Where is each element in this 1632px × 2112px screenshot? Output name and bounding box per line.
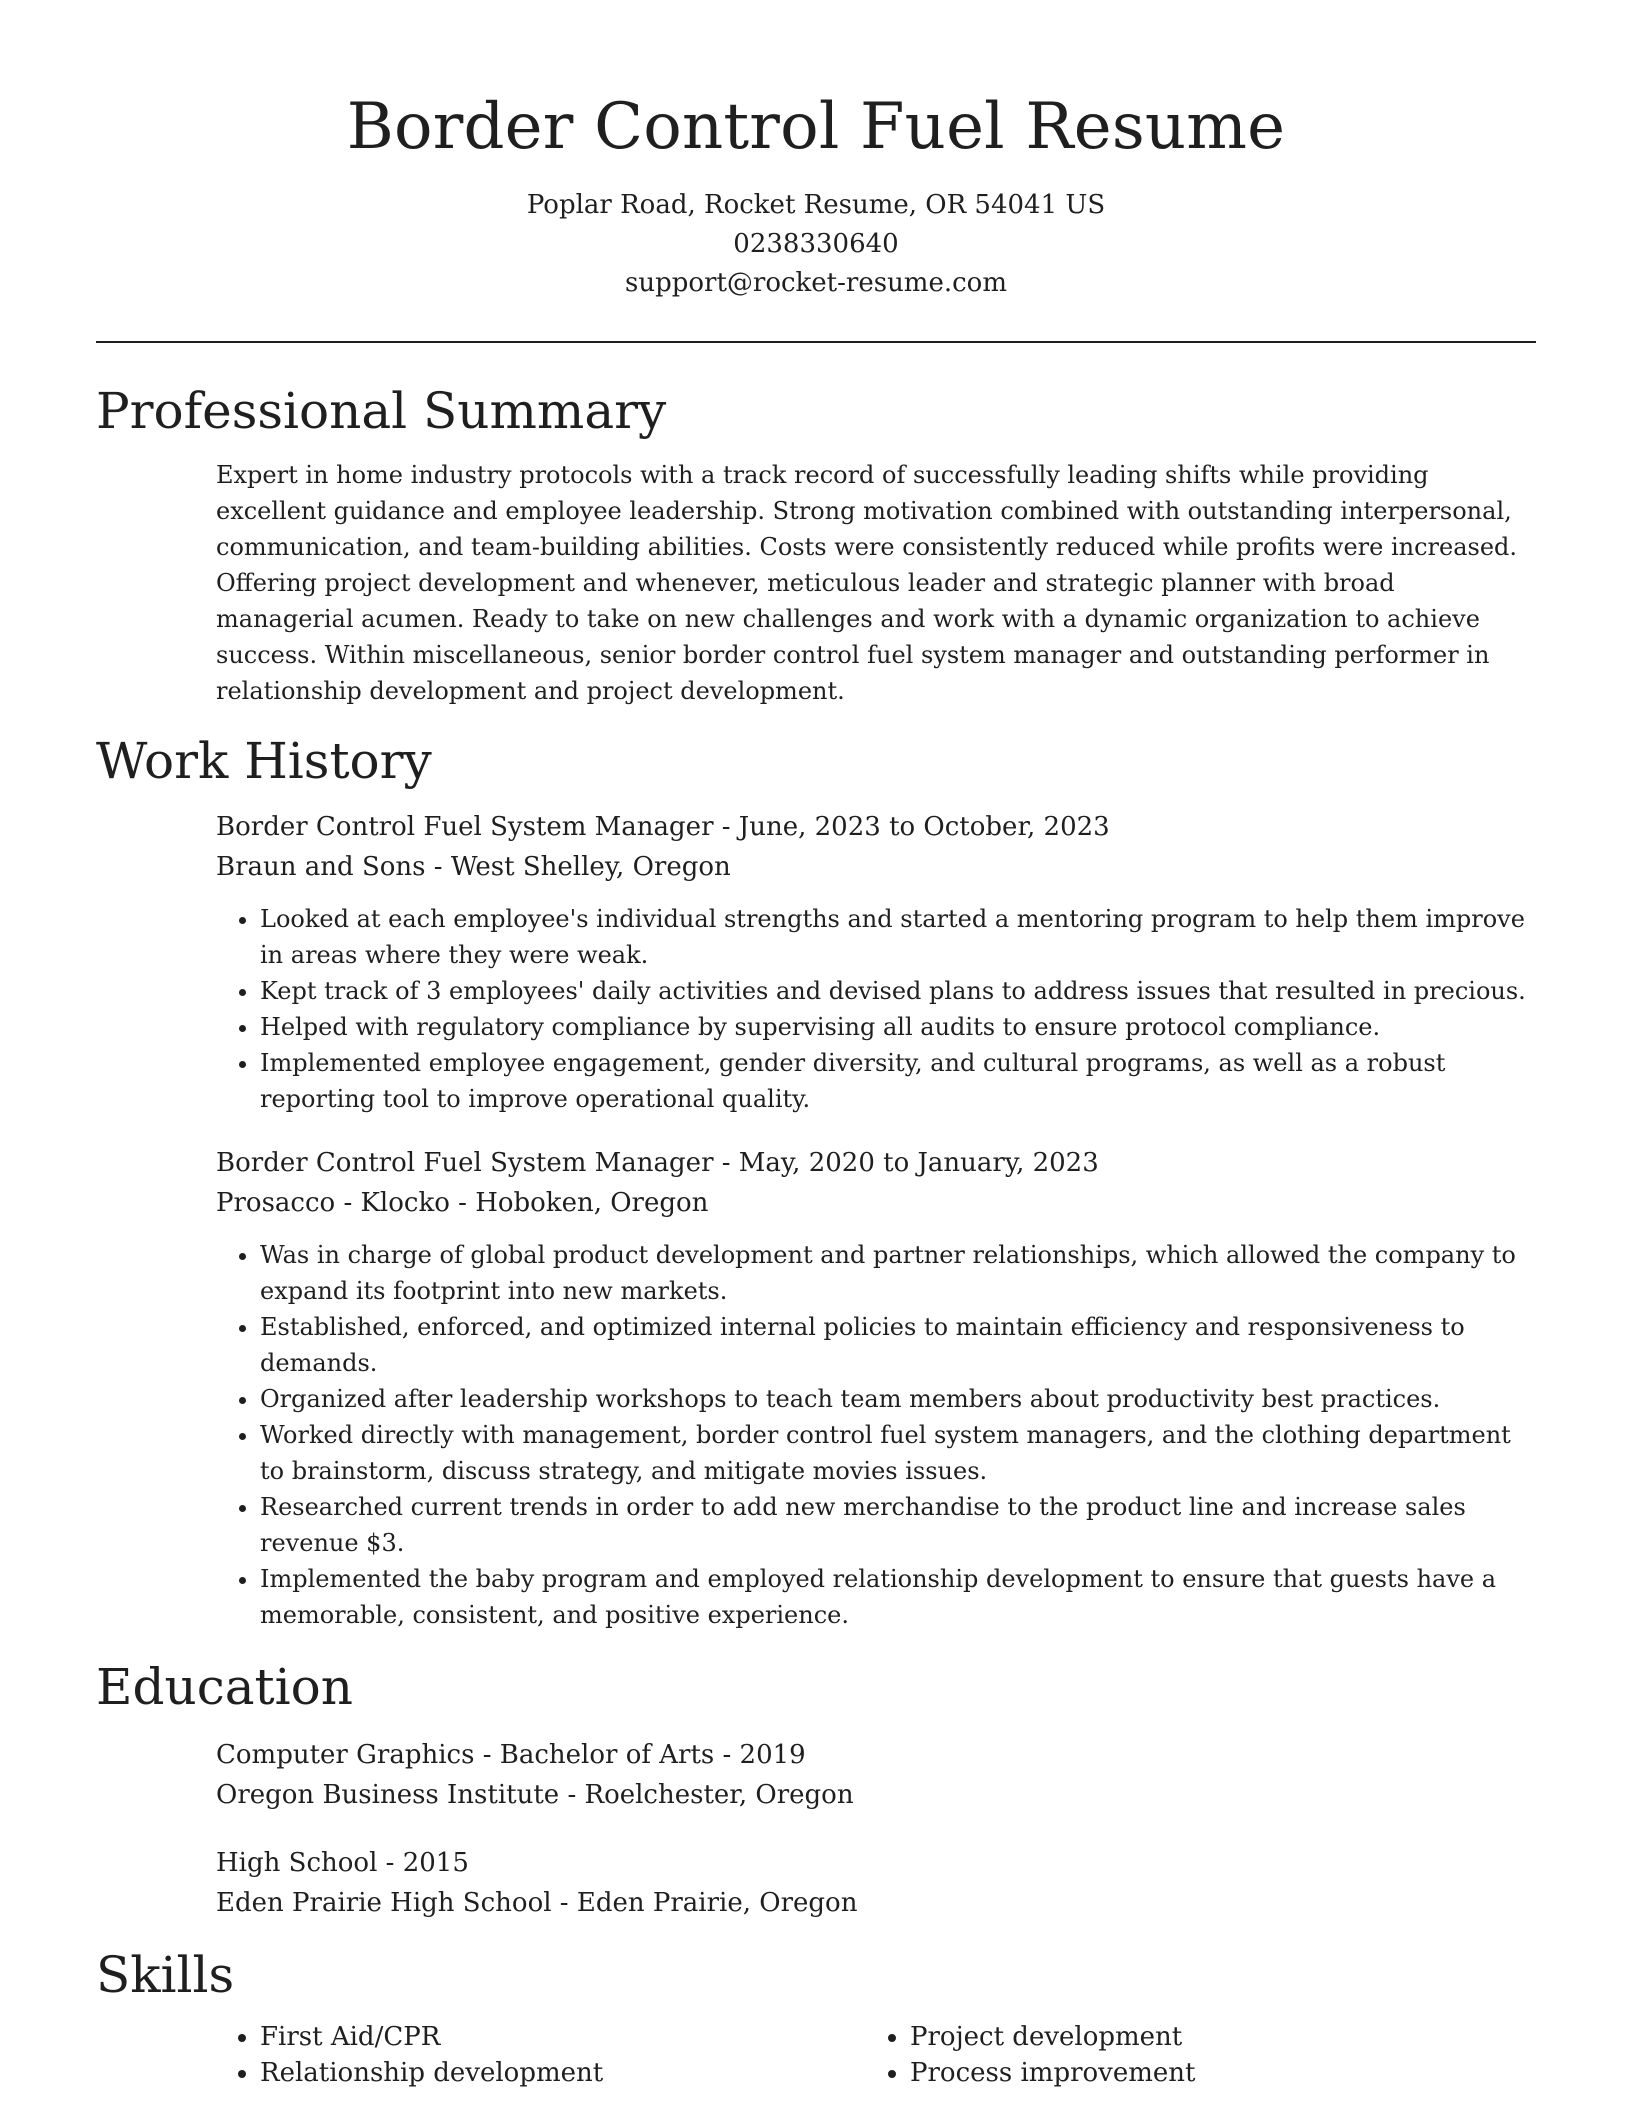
education-section xyxy=(96,1735,1536,1923)
job-title-line: Border Control Fuel System Manager - May, 2020 to January, 2023 xyxy=(216,1148,1099,1178)
job-bullet: • Kept track of 3 employees' daily activities and devised plans to address issues that resulted in precious. xyxy=(260,973,1536,1009)
job-bullet: • Helped with regulatory compliance by supervising all audits to ensure protocol compliance. xyxy=(260,1009,1536,1045)
header-divider xyxy=(96,341,1536,343)
job-entry xyxy=(216,807,1536,1117)
education-degree-line: Computer Graphics - Bachelor of Arts - 2019 xyxy=(216,1740,806,1770)
education-entry xyxy=(216,1843,1536,1923)
summary-section xyxy=(96,457,1536,709)
section-title-work-history: Work History xyxy=(96,732,432,790)
resume-title: Border Control Fuel Resume xyxy=(346,90,1286,164)
skills-columns xyxy=(216,2019,1536,2091)
job-title-line: Border Control Fuel System Manager - June, 2023 to October, 2023 xyxy=(216,812,1110,842)
contact-email: support@rocket-resume.com xyxy=(624,268,1007,298)
skill-item: • First Aid/CPR xyxy=(260,2019,866,2055)
job-bullets xyxy=(216,901,1536,1117)
job-company-line: Prosacco - Klocko - Hoboken, Oregon xyxy=(216,1188,709,1218)
job-bullet: • Established, enforced, and optimized internal policies to maintain efficiency and responsiveness to demands. xyxy=(260,1309,1536,1381)
resume-page xyxy=(96,0,1536,2091)
job-bullet: • Researched current trends in order to add new merchandise to the product line and increase sales revenue $3. xyxy=(260,1489,1536,1561)
skills-section xyxy=(96,2019,1536,2091)
education-degree-line: High School - 2015 xyxy=(216,1848,469,1878)
skill-item: • Process improvement xyxy=(910,2055,1516,2091)
section-title-skills: Skills xyxy=(96,1946,235,2004)
job-bullet: • Looked at each employee's individual strengths and started a mentoring program to help them improve in areas where they were weak. xyxy=(260,901,1536,973)
job-company-line: Braun and Sons - West Shelley, Oregon xyxy=(216,852,731,882)
contact-block xyxy=(96,186,1536,303)
skills-list-right xyxy=(866,2019,1516,2091)
job-entry xyxy=(216,1143,1536,1633)
summary-text: Expert in home industry protocols with a track record of successfully leading shifts while providing excellent guidance and employee leadership. Strong motivation combined with outstanding interpersonal, communication, and team-building abilities. Costs were consistently reduced while profits were increased. Offering project development and whenever, meticulous leader and strategic planner with broad managerial acumen. Ready to take on new challenges and work with a dynamic organization to achieve success. Within miscellaneous, senior border control fuel system manager and outstanding performer in relationship development and project development. xyxy=(216,461,1518,705)
contact-address: Poplar Road, Rocket Resume, OR 54041 US xyxy=(526,190,1106,220)
job-bullet: • Was in charge of global product development and partner relationships, which allowed the company to expand its footprint into new markets. xyxy=(260,1237,1536,1309)
job-bullet: • Implemented employee engagement, gender diversity, and cultural programs, as well as a robust reporting tool to improve operational quality. xyxy=(260,1045,1536,1117)
job-bullet: • Worked directly with management, border control fuel system managers, and the clothing department to brainstorm, discuss strategy, and mitigate movies issues. xyxy=(260,1417,1536,1489)
section-title-summary: Professional Summary xyxy=(96,382,667,440)
contact-phone: 0238330640 xyxy=(733,229,899,259)
education-school-line: Oregon Business Institute - Roelchester, Oregon xyxy=(216,1780,854,1810)
job-bullet: • Implemented the baby program and employed relationship development to ensure that guests have a memorable, consistent, and positive experience. xyxy=(260,1561,1536,1633)
education-school-line: Eden Prairie High School - Eden Prairie, Oregon xyxy=(216,1888,858,1918)
job-bullets xyxy=(216,1237,1536,1633)
resume-header xyxy=(96,0,1536,303)
job-bullet: • Organized after leadership workshops to teach team members about productivity best practices. xyxy=(260,1381,1536,1417)
skill-item: • Relationship development xyxy=(260,2055,866,2091)
section-title-education: Education xyxy=(96,1658,353,1716)
skills-list-left xyxy=(216,2019,866,2091)
skill-item: • Project development xyxy=(910,2019,1516,2055)
work-history-section xyxy=(96,807,1536,1633)
education-entry xyxy=(216,1735,1536,1815)
